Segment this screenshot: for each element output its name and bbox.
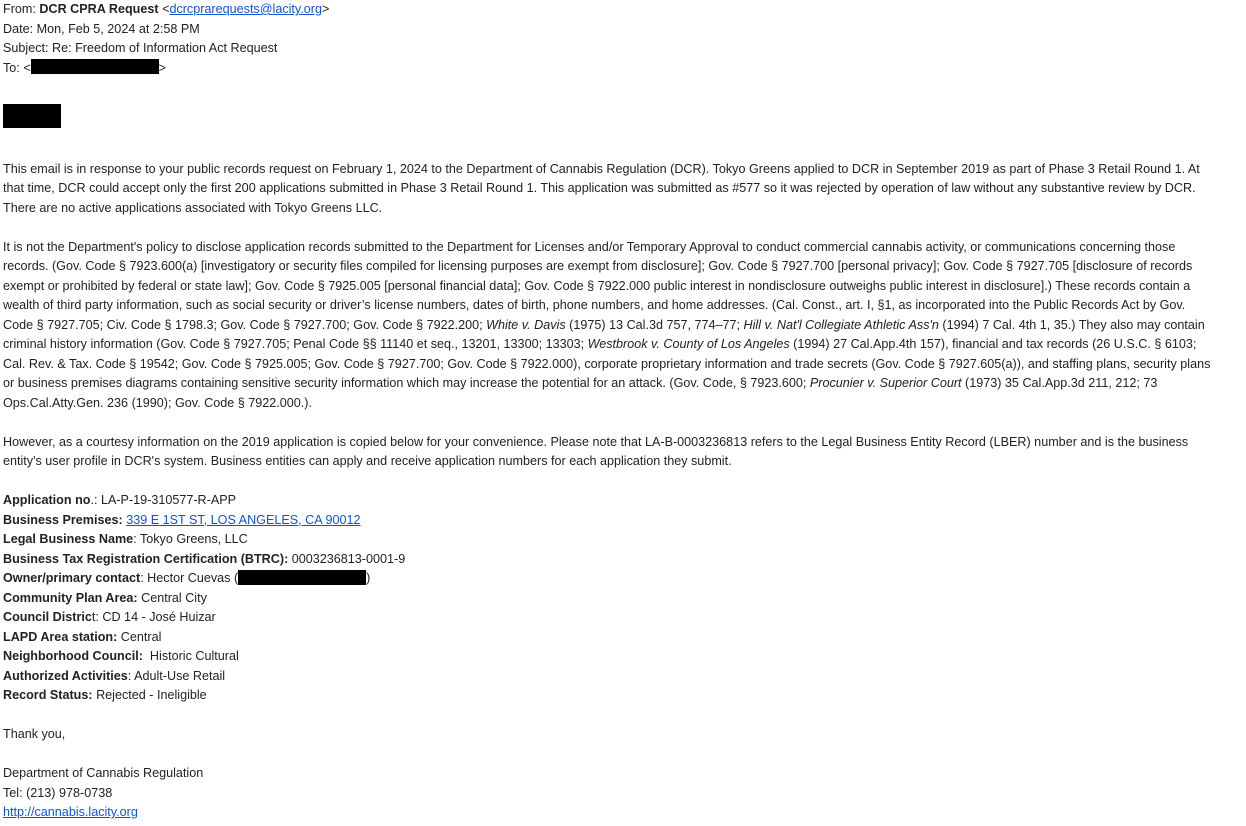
owner-contact-row: Owner/primary contact: Hector Cuevas ( ) xyxy=(3,571,371,585)
sender-name: DCR CPRA Request xyxy=(39,2,159,16)
response-paragraph: This email is in response to your public records request on February 1, 2024 to the Department of Cannabis Regulation (DCR). Tokyo Greens applied to DCR in September 2019 as part of Phase 3 Retail Round 1. At that time, DCR could accept only the first 200 applications submitted in Phase 3 Retail Round 1. This application was submitted as #577 so it was rejected by operation of law without any substantive review by DCR. There are no active applications associated with Tokyo Greens LLC. xyxy=(3,161,1200,215)
community-plan-row: Community Plan Area: Central City xyxy=(3,590,207,605)
case-citation: Hill v. Nat'l Collegiate Athletic Ass'n xyxy=(743,317,939,332)
to-line: To: < > xyxy=(3,60,167,75)
signature-department: Department of Cannabis Regulation xyxy=(3,766,204,780)
case-citation: Westbrook v. County of Los Angeles xyxy=(587,337,790,351)
case-citation: Procunier v. Superior Court xyxy=(809,376,962,390)
council-district-row: Council District: CD 14 - José Huizar xyxy=(3,610,216,624)
redacted-recipient xyxy=(31,59,159,74)
neighborhood-council-row: Neighborhood Council: Historic Cultural xyxy=(3,649,239,663)
lapd-station-row: LAPD Area station: Central xyxy=(3,629,162,644)
redacted-contact xyxy=(238,570,366,585)
sender-email-link[interactable]: dcrcprarequests@lacity.org xyxy=(169,2,322,16)
from-label: From: xyxy=(3,2,36,16)
website-link[interactable]: http://cannabis.lacity.org xyxy=(3,805,138,819)
record-status-row: Record Status: Rejected - Ineligible xyxy=(3,688,207,702)
date-value: Mon, Feb 5, 2024 at 2:58 PM xyxy=(36,21,200,36)
courtesy-paragraph: However, as a courtesy information on the 2019 application is copied below for your convenience. Please note that LA-B-0003236813 refers to the Legal Business Entity Record (LBER) number and is the business entity's user profile in DCR's system. Business entities can apply and receive application numbers for each application they submit. xyxy=(3,434,1189,468)
from-line: From: DCR CPRA Request <dcrcprarequests@lacity.org> xyxy=(3,2,330,16)
btrc-row: Business Tax Registration Certification (BTRC): 0003236813-0001-9 xyxy=(3,551,406,566)
date-label: Date: xyxy=(3,21,34,36)
premises-address-link[interactable]: 339 E 1ST ST, LOS ANGELES, CA 90012 xyxy=(126,512,361,527)
signature-phone: Tel: (213) 978-0738 xyxy=(3,785,113,800)
authorized-activities-row: Authorized Activities: Adult-Use Retail xyxy=(3,668,226,683)
application-number-row: Application no.: LA-P-19-310577-R-APP xyxy=(3,493,237,507)
application-record xyxy=(3,491,1215,706)
legal-business-name-row: Legal Business Name: Tokyo Greens, LLC xyxy=(3,532,248,546)
subject-label: Subject: xyxy=(3,41,49,55)
signature-thanks: Thank you, xyxy=(3,727,66,741)
date-line xyxy=(3,20,1215,40)
subject-line xyxy=(3,39,1215,59)
subject-value: Re: Freedom of Information Act Request xyxy=(52,41,278,55)
case-citation: White v. Davis xyxy=(486,317,566,332)
redacted-greeting xyxy=(3,104,61,128)
policy-paragraph: It is not the Department's policy to disclose application records submitted to the Department for Licenses and/or Temporary Approval to conduct commercial cannabis activity, or communications concerning those records. (Gov. Code § 7923.600(a) [investigatory or security files compiled for licensing purposes are exempt from disclosure]; Gov. Code § 7927.700 [personal privacy]; Gov. Code § 7927.705 [disclosure of records exempt or prohibited by federal or state law]; Gov. Code § 7925.005 [personal financial data]; Gov. Code § 7922.000 public interest in nondisclosure outweighs public interest in disclosure].) These records contain a wealth of third party information, such as social security or driver’s license numbers, dates of birth, phone numbers, and home addresses. (Cal. Const., art. I, §1, as incorporated into the Public Records Act by Gov. Code § 7927.705; Civ. Code § 1798.3; Gov. Code § 7927.700; Gov. Code § 7922.200; White v. Davis (1975) 13 Cal.3d 757, 774–77; Hill v. Nat'l Collegiate Athletic Ass'n (1994) 7 Cal. 4th 1, 35.) They also may contain criminal history information (Gov. Code § 7927.705; Penal Code §§ 11140 et seq., 13201, 13300; 13303; Westbrook v. County of Los Angeles (1994) 27 Cal.App.4th 157), financial and tax records (26 U.S.C. § 6103; Cal. Rev. & Tax. Code § 19542; Gov. Code § 7925.005; Gov. Code § 7927.700; Gov. Code § 7922.000), corporate proprietary information and trade secrets (Gov. Code § 7927.605(a)), and staffing plans, security plans or business premises diagrams containing sensitive security information which may increase the potential for an attack. (Gov. Code, § 7923.600; Procunier v. Superior Court (1973) 35 Cal.App.3d 211, 212; 73 Ops.Cal.Atty.Gen. 236 (1990); Gov. Code § 7922.000.). xyxy=(3,239,1211,410)
to-label: To: xyxy=(3,60,20,75)
business-premises-row: Business Premises: 339 E 1ST ST, LOS ANGELES, CA 90012 xyxy=(3,512,361,527)
